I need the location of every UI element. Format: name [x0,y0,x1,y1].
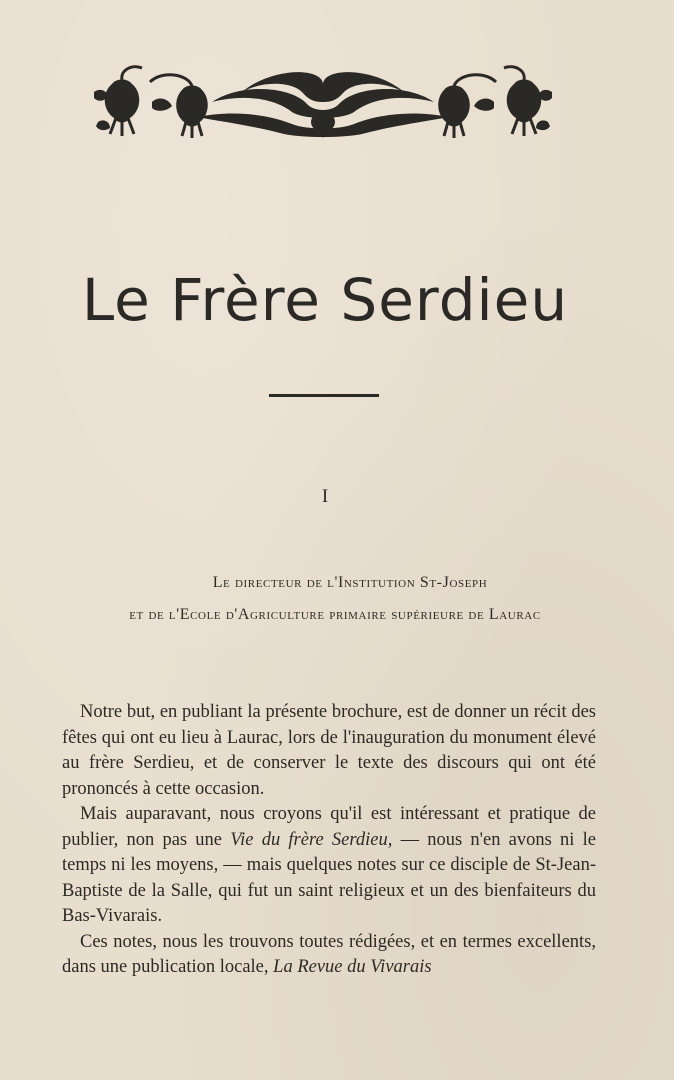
section-heading-line-1: Le directeur de l'Institution St-Joseph [212,574,488,591]
paragraph-2-italic-title: Vie du frère Serdieu, [230,829,393,850]
paragraph-2 [62,802,596,930]
paragraph-3 [62,930,596,981]
section-heading-line-2: et de l'Ecole d'Agriculture primaire supérieure de Laurac [129,606,541,623]
paragraph-1: Notre but, en publiant la présente brochure, est de donner un récit des fêtes qui ont eu lieu à Laurac, lors de l'inauguration du monument élevé au frère Serdieu, et de conserver le texte des discours qui ont été prononcés à cette occasion. [62,702,596,799]
paragraph-2-text-a: Mais auparavant, nous croyons qu'il est intéressant et pratique de publier, non pas une [62,804,596,850]
page-title: Le Frère Serdieu [81,266,569,334]
chapter-number: I [321,486,329,507]
paragraph-3-text-a: Ces notes, nous les trouvons toutes rédigées, et en termes excellents, dans une publication locale, [62,931,596,977]
body-text [62,700,596,981]
paragraph-3-italic-title: La Revue du Vivarais [273,957,432,977]
title-divider [269,394,379,397]
floral-headpiece-ornament-icon [92,62,554,138]
paragraph-2-text-b: — nous n'en avons ni le temps ni les moyens, — mais quelques notes sur ce disciple de St-Jean-Baptiste de la Salle, qui fut un saint religieux et un des bienfaiteurs du Bas-Vivarais. [62,829,596,926]
